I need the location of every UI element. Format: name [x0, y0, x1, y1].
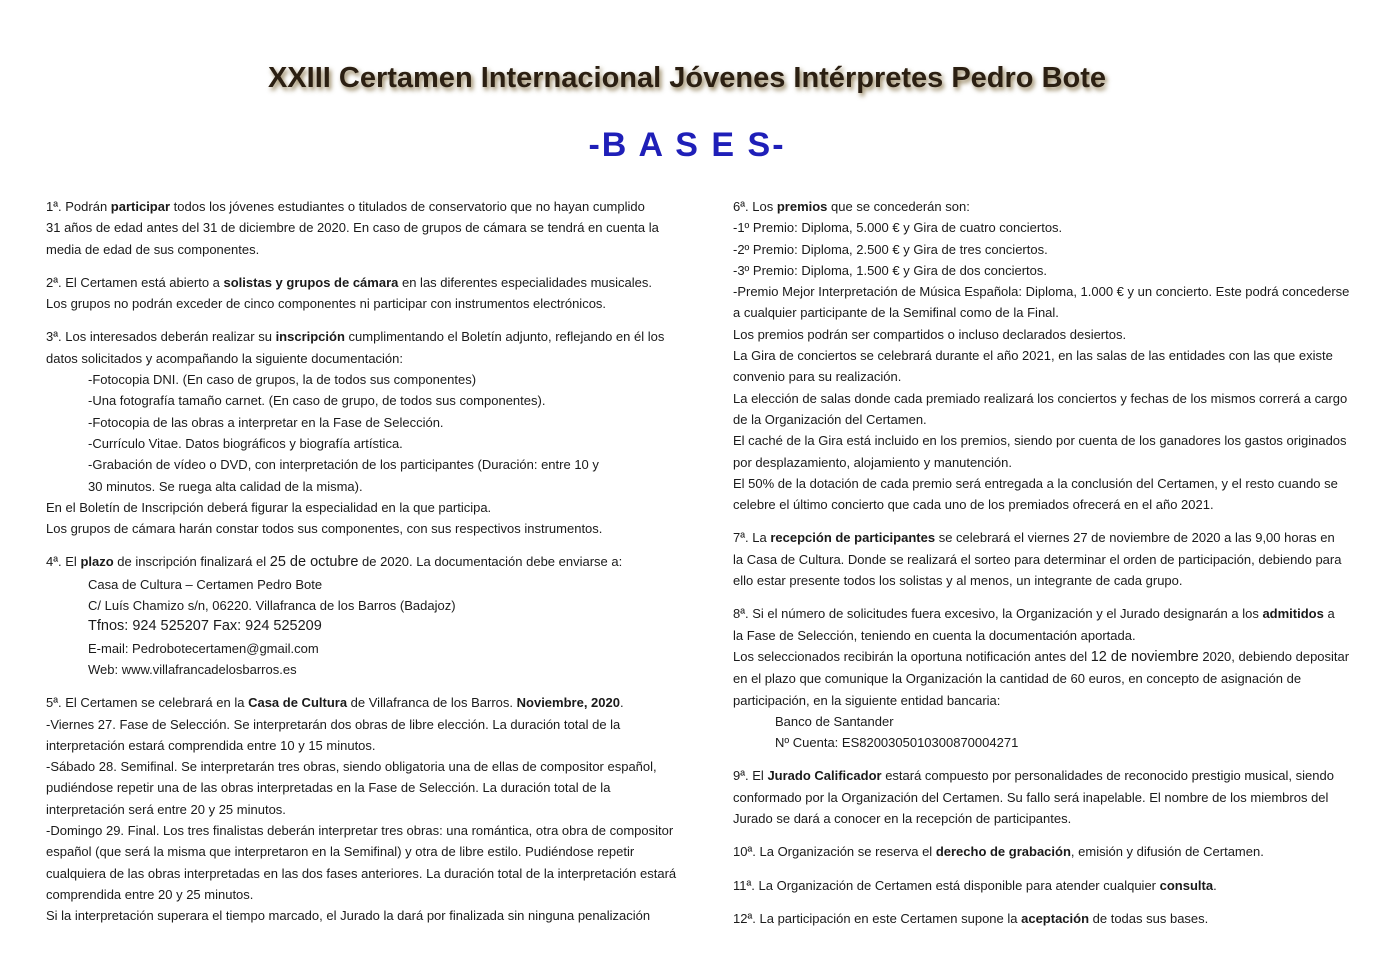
left-column: [46, 196, 686, 939]
rule-3: 3ª. Los interesados deberán realizar su inscripción cumplimentando el Boletín adjunto, reflejando en él los datos solicitados y acompañando la siguiente documentación: -Fotocopia DNI. (En caso de grupos, la de todos sus componentes) -Una fotografía tamaño carnet. (En caso de grupo, de todos sus componentes). -Fotocopia de las obras a interpretar en la Fase de Selección. -Currículo Vitae. Datos biográficos y biografía artística. -Grabación de vídeo o DVD, con interpretación de los participantes (Duración: entre 10 y 30 minutos. Se ruega alta calidad de la misma). En el Boletín de Inscripción deberá figurar la especialidad en la que participa. Los grupos de cámara harán constar todos sus componentes, con sus respectivos instrumentos.: [46, 329, 665, 537]
rule-10: 10ª. La Organización se reserva el derecho de grabación, emisión y difusión de Certamen.: [733, 844, 1264, 860]
bank-account: Nº Cuenta: ES8200305010300870004271: [775, 735, 1019, 751]
rule-12: 12ª. La participación en este Certamen supone la aceptación de todas sus bases.: [733, 910, 1209, 926]
rule-7: 7ª. La recepción de participantes se celebrará el viernes 27 de noviembre de 2020 a las 9,00 horas en la Casa de Cultura. Donde se realizará el sorteo para determinar el orden de participación, debiendo para ello estar presente todos los solistas y al menos, un integrante de cada grupo.: [733, 530, 1342, 589]
address-line: Casa de Cultura – Certamen Pedro Bote: [88, 576, 323, 592]
notification-date: 12 de noviembre: [1090, 648, 1199, 665]
email-line: E-mail: Pedrobotecertamen@gmail.com: [88, 640, 319, 656]
rule-8: 8ª. Si el número de solicitudes fuera excesivo, la Organización y el Jurado designarán a los admitidos a la Fase de Selección, teniendo en cuenta la documentación aportada. Los seleccionados recibirán la oportuna notificación antes del 12 de noviembre 2020, debiendo depositar en el plazo que comunique la Organización la cantidad de 60 euros, en concepto de asignación de participación, en la siguiente entidad bancaria: Banco de Santander Nº Cuenta: ES8200305010300870004271: [733, 603, 1353, 753]
rule-9: 9ª. El Jurado Calificador estará compuesto por personalidades de reconocido prestigio musical, siendo conformado por la Organización del Certamen. Su fallo será inapelable. El nombre de los miembros del Jurado se dará a conocer en la recepción de participantes.: [733, 768, 1334, 827]
right-column: [733, 196, 1353, 941]
document-subtitle: -B A S E S-: [588, 126, 786, 164]
rule-4: 4ª. El plazo de inscripción finalizará el 25 de octubre de 2020. La documentación debe enviarse a: Casa de Cultura – Certamen Pedro Bote C/ Luís Chamizo s/n, 06220. Villafranca de los Barros (Badajoz) Tfnos: 924 525207 Fax: 924 525209 E-mail: Pedrobotecertamen@gmail.com Web: www.villafrancadelosbarros.es: [46, 551, 686, 680]
web-line: Web: www.villafrancadelosbarros.es: [88, 661, 297, 677]
deadline-date: 25 de octubre: [269, 554, 359, 571]
rule-6: 6ª. Los premios que se concederán son: -1º Premio: Diploma, 5.000 € y Gira de cuatro conciertos. -2º Premio: Diploma, 2.500 € y Gira de tres conciertos. -3º Premio: Diploma, 1.500 € y Gira de dos conciertos. -Premio Mejor Interpretación de Música Española: Diploma, 1.000 € y un concierto. Este podrá concederse a cualquier participante de la Semifinal como de la Final. Los premios podrán ser compartidos o incluso declarados desiertos. La Gira de conciertos se celebrará durante el año 2021, en las salas de las entidades con las que existe convenio para su realización. La elección de salas donde cada premiado realizará los conciertos y fechas de los mismos correrá a cargo de la Organización del Certamen. El caché de la Gira está incluido en los premios, siendo por cuenta de los ganadores los gastos originados por desplazamiento, alojamiento y manutención. El 50% de la dotación de cada premio será entregada a la conclusión del Certamen, y el resto cuando se celebre el último concierto que cada uno de los premiados ofrecerá en el año 2021.: [733, 199, 1350, 513]
rule-5: 5ª. El Certamen se celebrará en la Casa de Cultura de Villafranca de los Barros. Noviembre, 2020. -Viernes 27. Fase de Selección. Se interpretarán dos obras de libre elección. La duración total de la interpretación estará comprendida entre 10 y 15 minutos. -Sábado 28. Semifinal. Se interpretarán tres obras, siendo obligatoria una de ellas de compositor español, pudiéndose repetir una de las obras interpretadas en la Fase de Selección. La duración total de la interpretación será entre 20 y 25 minutos. -Domingo 29. Final. Los tres finalistas deberán interpretar tres obras: una romántica, otra obra de compositor español (que será la misma que interpretaron en la Semifinal) y otra de libre estilo. Pudiéndose repetir cualquiera de las obras interpretadas en las dos fases anteriores. La duración total de la interpretación estará comprendida entre 20 y 25 minutos. Si la interpretación superara el tiempo marcado, el Jurado la dará por finalizada sin ninguna penalización: [46, 695, 677, 924]
document-title: XXIII Certamen Internacional Jóvenes Intérpretes Pedro Bote: [267, 62, 1107, 94]
address-line: C/ Luís Chamizo s/n, 06220. Villafranca de los Barros (Badajoz): [88, 598, 456, 614]
bank-name: Banco de Santander: [775, 713, 894, 729]
rule-1: 1ª. Podrán participar todos los jóvenes estudiantes o titulados de conservatorio que no hayan cumplido 31 años de edad antes del 31 de diciembre de 2020. En caso de grupos de cámara se tendrá en cuenta la media de edad de sus componentes.: [46, 199, 659, 257]
rule-11: 11ª. La Organización de Certamen está disponible para atender cualquier consulta.: [733, 877, 1217, 893]
phone-line: Tfnos: 924 525207 Fax: 924 525209: [88, 618, 322, 635]
rule-2: 2ª. El Certamen está abierto a solistas y grupos de cámara en las diferentes especialidades musicales. Los grupos no podrán exceder de cinco componentes ni participar con instrumentos electrónicos.: [46, 274, 653, 312]
